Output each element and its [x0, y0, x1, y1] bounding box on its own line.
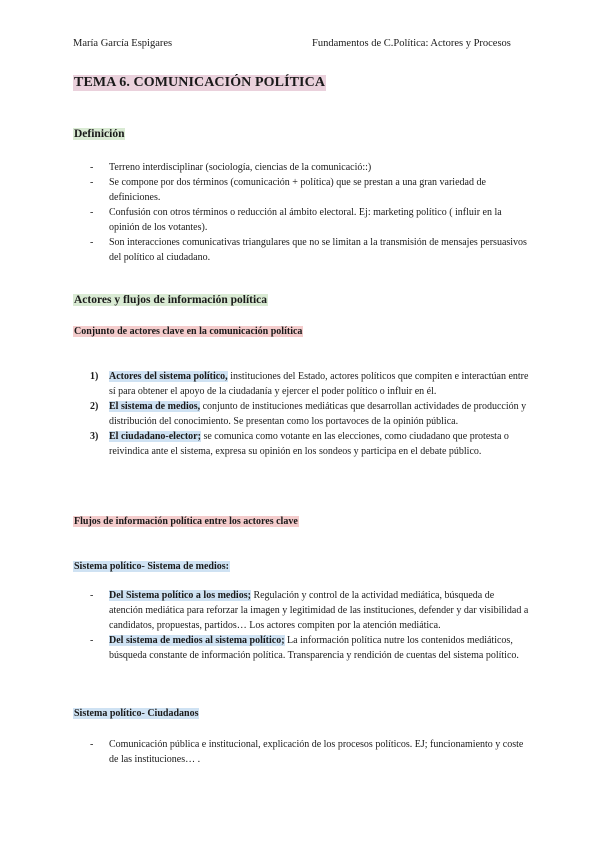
sistema-medios-list [90, 588, 530, 663]
page-title: TEMA 6. COMUNICACIÓN POLÍTICA [74, 75, 326, 90]
item-text: se comunica como votante en las elecciones, como ciudadano que protesta o reivindica ante el sistema, expresa su opinión en los sondeos y participa en el debate público. [109, 431, 509, 457]
list-item: - Se compone por dos términos (comunicación + política) que se prestan a una gran variedad de definiciones. [90, 175, 530, 205]
header-author: María García Espigares [73, 38, 173, 49]
ciudadanos-list [90, 737, 530, 767]
item-number: 3) [90, 431, 99, 442]
item-term: Actores del sistema político, [109, 371, 228, 382]
definicion-list [90, 160, 530, 265]
flujos-heading: Flujos de información política entre los actores clave [74, 516, 298, 527]
item-text: instituciones del Estado, actores políticos que compiten e interactúan entre sí para obtener el apoyo de la ciudadanía y ejercer el poder político o influir en él. [109, 371, 529, 397]
list-item [90, 588, 530, 633]
item-text: conjunto de instituciones mediáticas que desarrollan actividades de producción y distribución del conocimiento. Se presentan como los portavoces de la opinión pública. [109, 401, 527, 427]
item-term: El ciudadano-elector; [109, 431, 201, 442]
list-item: - Comunicación pública e institucional, explicación de los procesos políticos. EJ; funcionamiento y coste de las instituciones… . [90, 737, 530, 767]
ciudadanos-heading: Sistema político- Ciudadanos [74, 708, 199, 719]
list-item: - Son interacciones comunicativas triangulares que no se limitan a la transmisión de mensajes persuasivos del político al ciudadano. [90, 235, 530, 265]
item-term: Del sistema de medios al sistema político; [109, 635, 285, 646]
sistema-medios-heading: Sistema político- Sistema de medios: [74, 561, 229, 572]
list-item: - Confusión con otros términos o reducción al ámbito electoral. Ej: marketing político ( influir en la opinión de los votantes). [90, 205, 530, 235]
item-term: Del Sistema político a los medios; [109, 590, 251, 601]
list-item: - Terreno interdisciplinar (sociología, ciencias de la comunicació::) [90, 160, 530, 175]
item-term: El sistema de medios, [109, 401, 201, 412]
item-number: 1) [90, 371, 99, 382]
item-text: La información política nutre los contenidos mediáticos, búsqueda constante de información política. Transparencia y rendición de cuentas del sistema político. [109, 635, 519, 661]
definicion-heading: Definición [74, 128, 125, 140]
item-number: 2) [90, 401, 99, 412]
header-course: Fundamentos de C.Política: Actores y Procesos [312, 38, 511, 49]
list-item [90, 399, 530, 429]
item-text: Regulación y control de la actividad mediática, búsqueda de atención mediática para reforzar la imagen y legitimidad de las instituciones, defender y dar visibilidad a candidatos, propuestas, partidos… Los actores compiten por la atención mediática. [109, 590, 529, 631]
list-item [90, 429, 530, 459]
list-item [90, 633, 530, 663]
actores-subheading: Conjunto de actores clave en la comunicación política [74, 326, 303, 337]
actores-heading: Actores y flujos de información política [74, 294, 268, 306]
actores-list [90, 369, 530, 459]
list-item [90, 369, 530, 399]
